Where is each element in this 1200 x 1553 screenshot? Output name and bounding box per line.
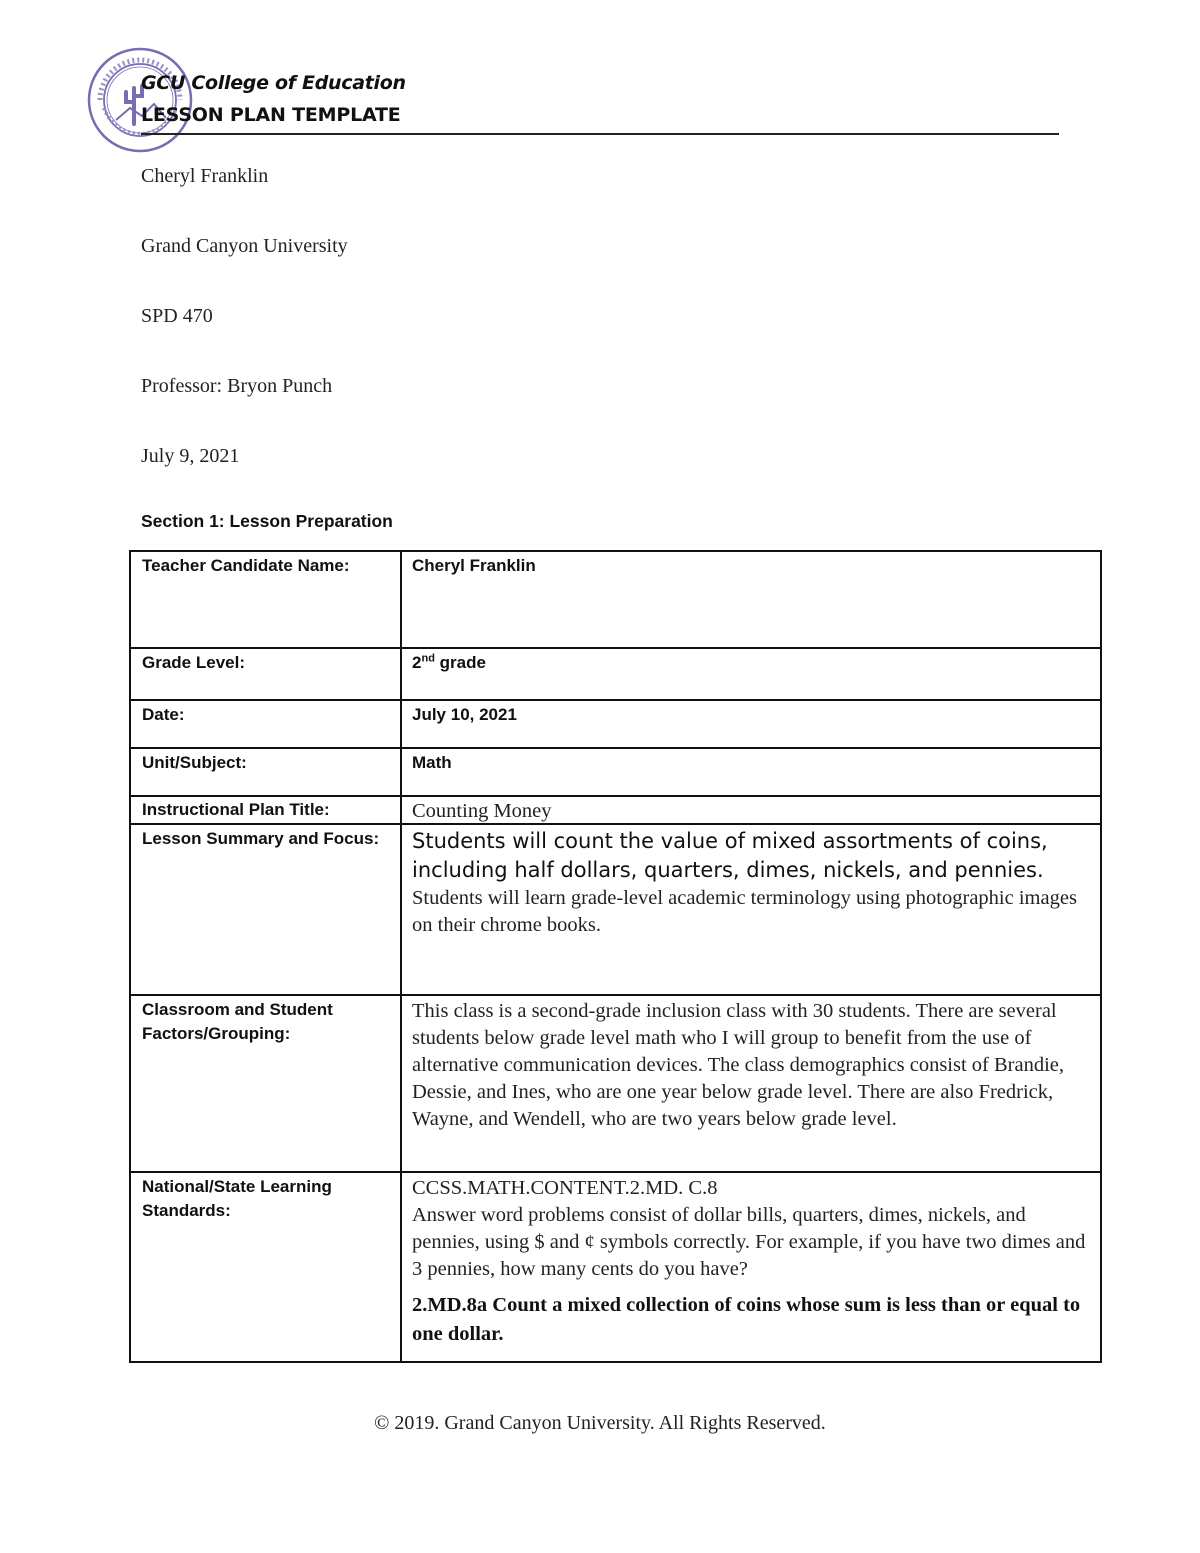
header-divider [141,133,1059,135]
teacher-name-label: Teacher Candidate Name: [130,551,401,648]
table-row [130,551,1101,648]
lesson-preparation-table [129,550,1102,1363]
grade-level-label: Grade Level: [130,648,401,700]
table-row [130,824,1101,995]
course-code: SPD 470 [141,305,213,327]
standard-code: CCSS.MATH.CONTENT.2.MD. C.8 [412,1177,718,1199]
date-label: Date: [130,700,401,748]
summary-value [401,824,1101,995]
gcu-seal-icon [86,46,194,154]
summary-detail-text: Students will learn grade-level academic terminology using photographic images on their chrome books. [412,887,1077,936]
table-row [130,648,1101,700]
subject-label: Unit/Subject: [130,748,401,796]
grade-suffix: nd [421,652,435,665]
table-row [130,796,1101,824]
section-title: Section 1: Lesson Preparation [141,511,393,531]
university-name: Grand Canyon University [141,235,348,257]
standards-label: National/State Learning Standards: [130,1172,401,1362]
table-row [130,995,1101,1172]
template-title: LESSON PLAN TEMPLATE [141,104,401,126]
copyright-footer: © 2019. Grand Canyon University. All Rights Reserved. [374,1412,826,1434]
author-name: Cheryl Franklin [141,165,269,187]
plan-title-label: Instructional Plan Title: [130,796,401,824]
table-row [130,748,1101,796]
substandard-text: 2.MD.8a Count a mixed collection of coins whose sum is less than or equal to one dollar. [412,1294,1081,1345]
grade-level-value [401,648,1101,700]
subject-value: Math [401,748,1101,796]
factors-value: This class is a second-grade inclusion class with 30 students. There are several students below grade level math who I will group to benefit from the use of alternative communication devices. The class demographics consist of Brandie, Dessie, and Ines, who are one year below grade level. There are also Fredrick, Wayne, and Wendell, who are two years below grade level. [401,995,1101,1172]
table-row [130,1172,1101,1362]
teacher-name-value: Cheryl Franklin [401,551,1101,648]
grade-word: grade [434,653,486,672]
standard-description: Answer word problems consist of dollar bills, quarters, dimes, nickels, and pennies, using $ and ¢ symbols correctly. For example, if you have two dimes and 3 pennies, how many cents do you have? [412,1204,1086,1280]
table-row [130,700,1101,748]
plan-title-value: Counting Money [401,796,1101,824]
grade-number: 2 [412,653,422,672]
college-name: GCU College of Education [141,72,406,94]
summary-label: Lesson Summary and Focus: [130,824,401,995]
factors-label: Classroom and Student Factors/Grouping: [130,995,401,1172]
standards-value [401,1172,1101,1362]
professor-name: Professor: Bryon Punch [141,375,333,397]
submission-date: July 9, 2021 [141,445,240,467]
date-value: July 10, 2021 [401,700,1101,748]
summary-main-text: Students will count the value of mixed assortments of coins, including half dollars, quarters, dimes, nickels, and pennies. [412,829,1048,882]
